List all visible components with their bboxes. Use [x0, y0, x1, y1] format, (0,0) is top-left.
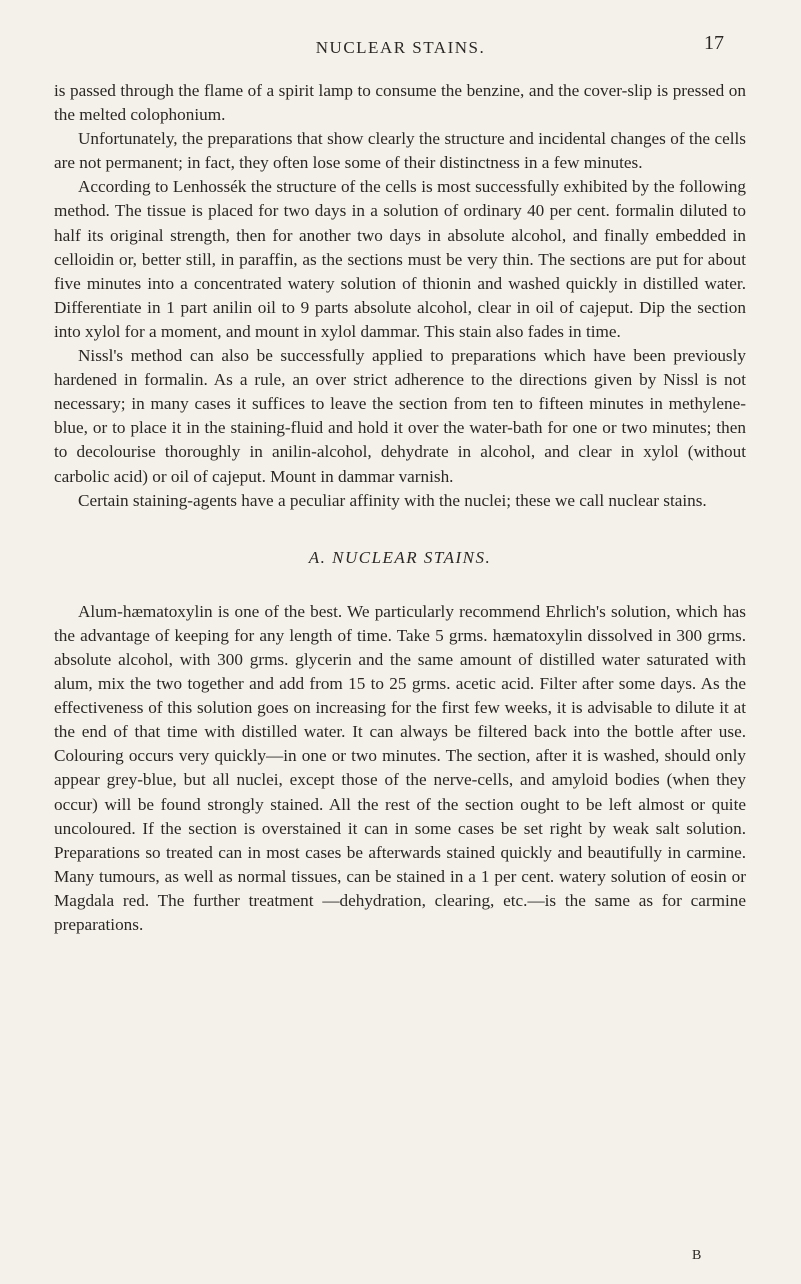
running-head: NUCLEAR STAINS. — [315, 38, 486, 57]
paragraph-nuclear-stains-intro: Certain staining-agents have a peculiar affinity with the nuclei; these we call nuclear stains. — [78, 490, 707, 510]
paragraph-preparations-not-permanent: Unfortunately, the preparations that show clearly the structure and incidental changes of the cells are not permanent; in fact, they often lose some of their distinctness in a few minutes. — [54, 129, 746, 173]
page-number: 17 — [704, 32, 724, 54]
section-heading: A. NUCLEAR STAINS. — [308, 547, 492, 567]
body-text — [54, 79, 746, 937]
paragraph-nissl-method: Nissl's method can also be successfully applied to preparations which have been previously hardened in formalin. As a rule, an over strict adherence to the directions given by Nissl is not necessary; in many cases it suffices to leave the section from ten to fifteen minutes in methylene-blue, or to place it in the staining-fluid and hold it over the water-bath for one or two minutes; then to decolourise thoroughly in anilin-alcohol, dehydrate in alcohol, and clear in xylol (without carbolic acid) or oil of cajeput. Mount in dammar varnish. — [54, 346, 746, 486]
paragraph-alum-haematoxylin: Alum-hæmatoxylin is one of the best. We particularly recommend Ehrlich's solution, which has the advantage of keeping for any length of time. Take 5 grms. hæmatoxylin dissolved in 300 grms. absolute alcohol, with 300 grms. glycerin and the same amount of distilled water saturated with alum, mix the two together and add from 15 to 25 grms. acetic acid. Filter after some days. As the effectiveness of this solution goes on increasing for the first few weeks, it is advisable to dilute it at the end of that time with distilled water. It can always be filtered back into the bottle after use. Colouring occurs very quickly—in one or two minutes. The section, after it is washed, should only appear grey-blue, but all nuclei, except those of the nerve-cells, and amyloid bodies (when they occur) will be found strongly stained. All the rest of the section ought to be left almost or quite uncoloured. If the section is overstained it can in some cases be set right by weak salt solution. Preparations so treated can in most cases be afterwards stained quickly and beautifully in carmine. Many tumours, as well as normal tissues, can be stained in a 1 per cent. watery solution of eosin or Magdala red. The further treatment —dehydration, clearing, etc.—is the same as for carmine preparations. — [54, 601, 746, 934]
paragraph-lenhossek-method: According to Lenhossék the structure of the cells is most successfully exhibited by the following method. The tissue is placed for two days in a solution of ordinary 40 per cent. formalin diluted to half its original strength, then for another two days in absolute alcohol, and finally embedded in celloidin or, better still, in paraffin, as the sections must be very thin. The sections are put for about five minutes into a concentrated watery solution of thionin and washed quickly in distilled water. Differentiate in 1 part anilin oil to 9 parts absolute alcohol, clear in oil of cajeput. Dip the section into xylol for a moment, and mount in xylol dammar. This stain also fades in time. — [54, 177, 746, 341]
paragraph-continuation: is passed through the flame of a spirit lamp to consume the benzine, and the cover-slip is pressed on the melted colophonium. — [54, 81, 746, 125]
signature-mark: B — [692, 1248, 702, 1263]
